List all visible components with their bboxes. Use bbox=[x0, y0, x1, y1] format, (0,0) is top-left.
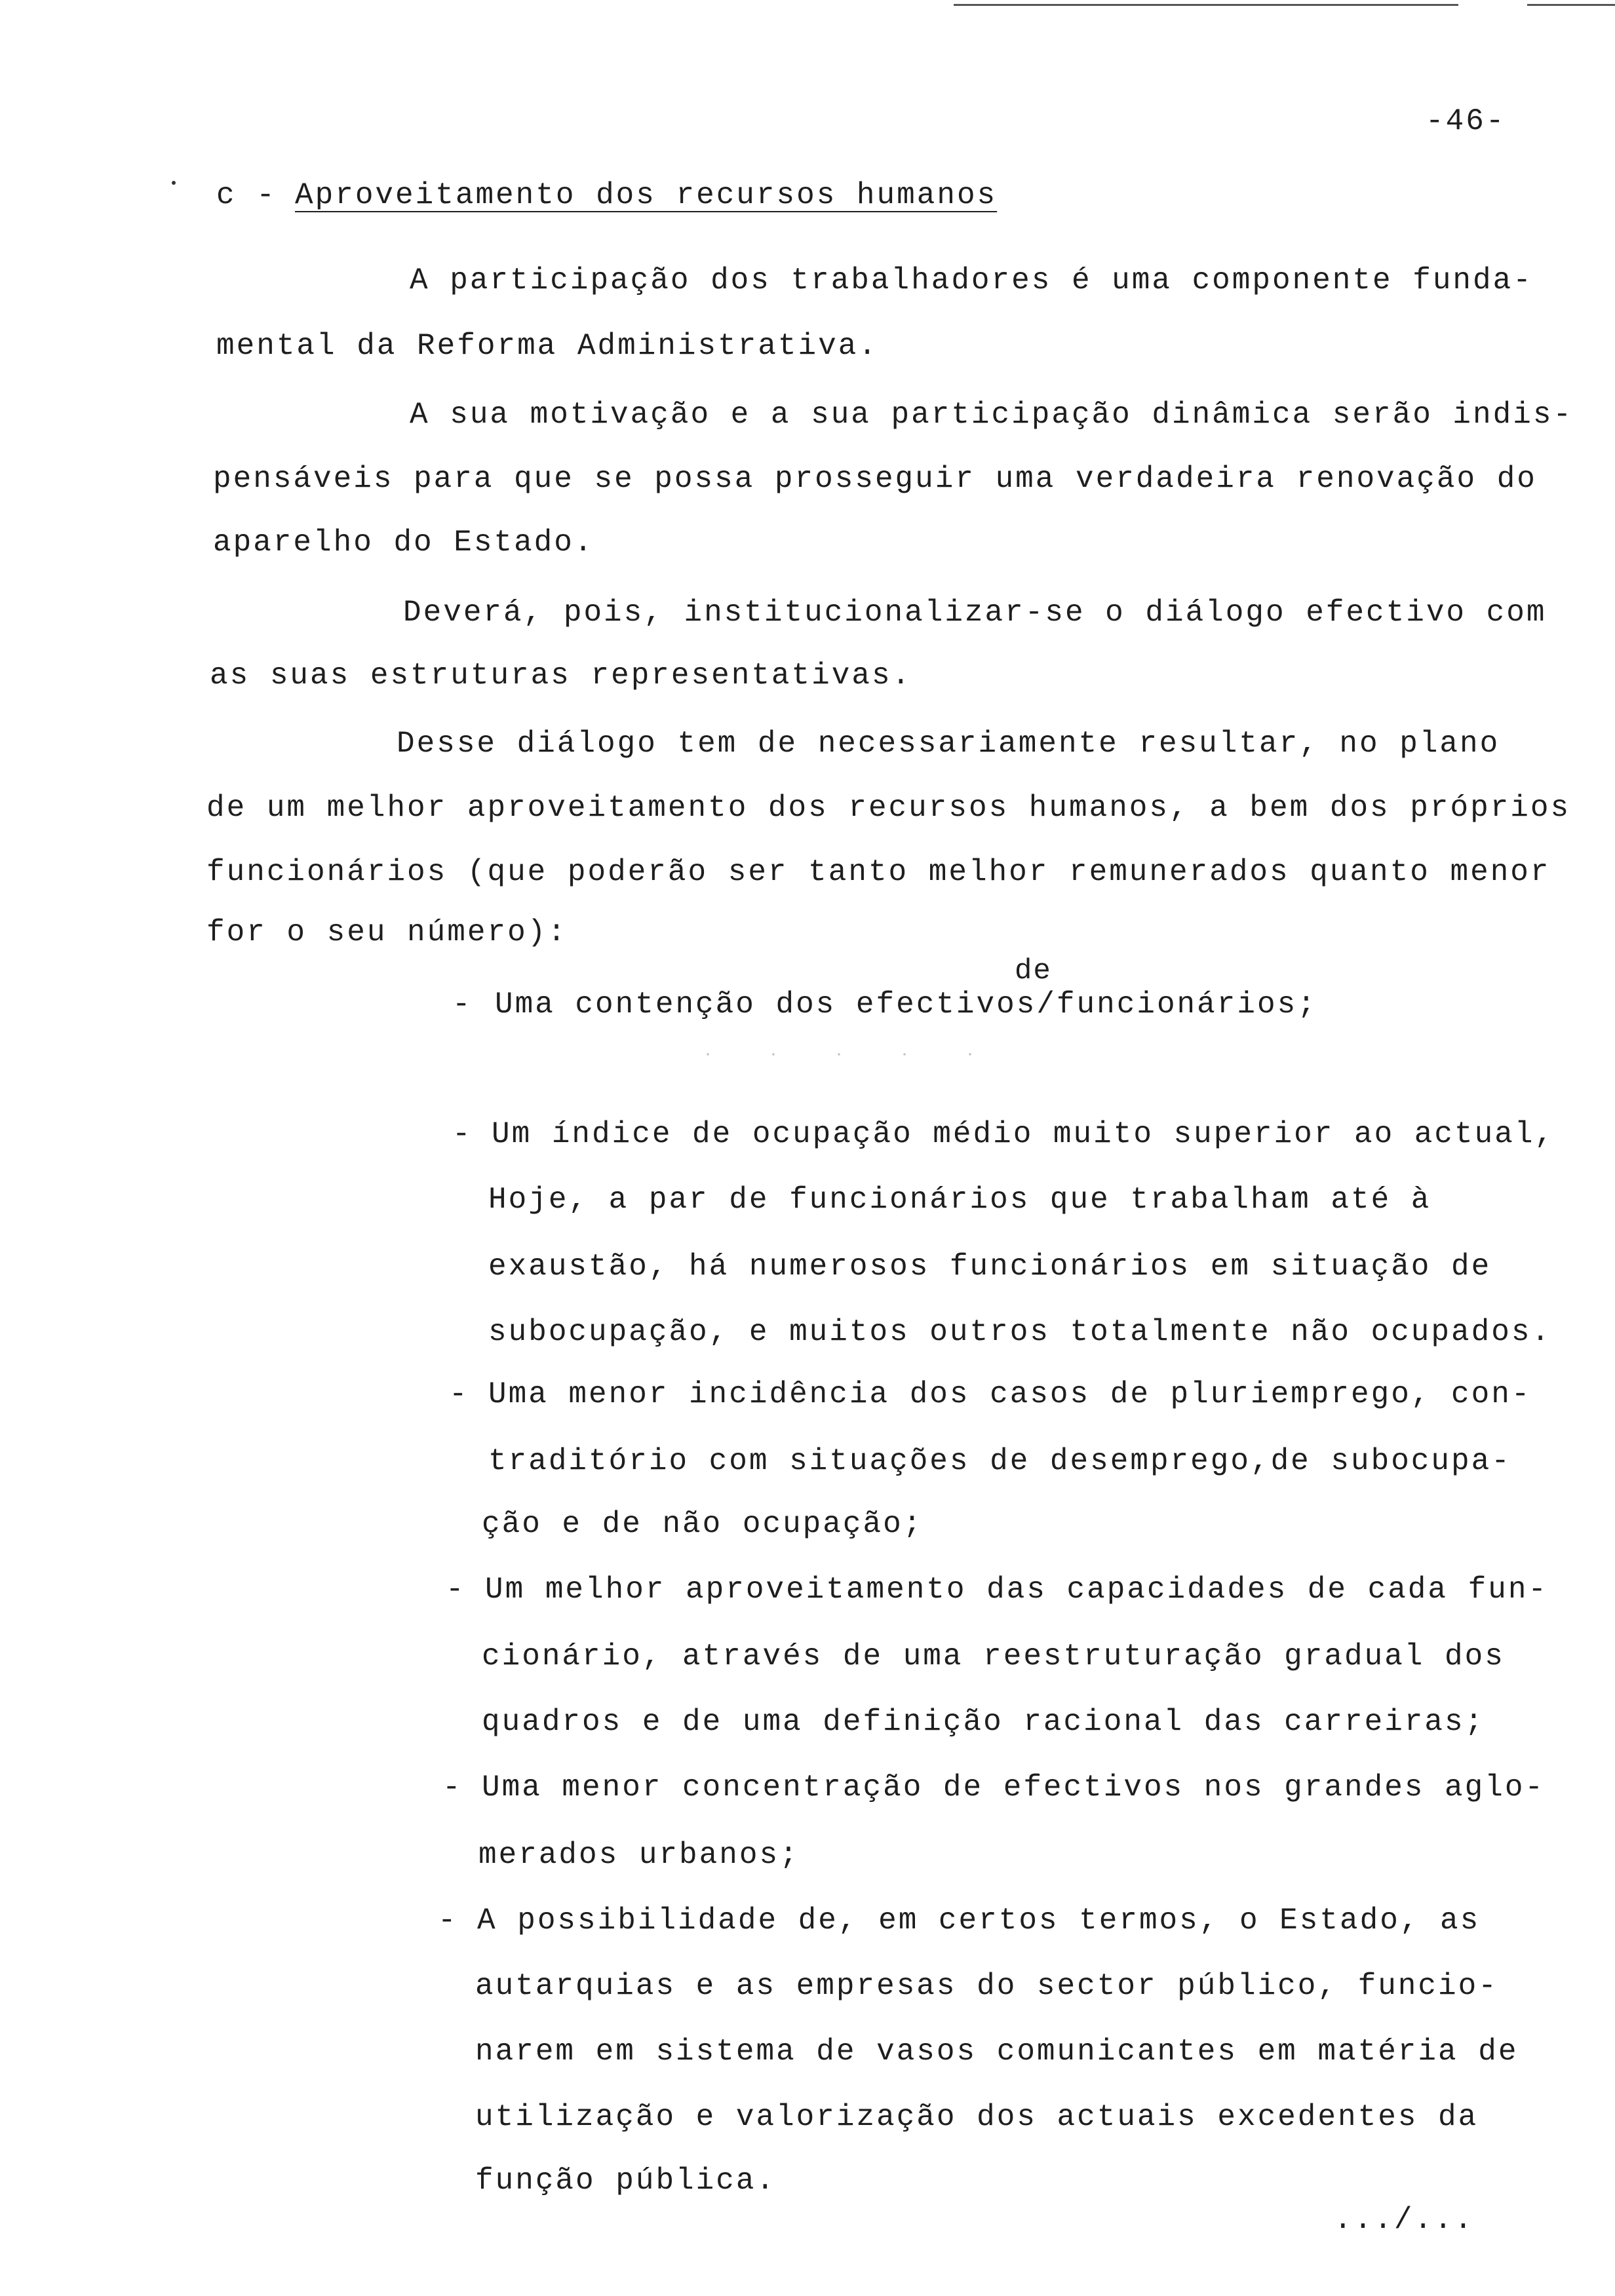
paragraph-4-line-4: for o seu número): bbox=[206, 915, 568, 949]
section-label: c - bbox=[216, 178, 277, 212]
list-dash-6: - bbox=[438, 1904, 458, 1938]
scan-top-rule bbox=[954, 4, 1458, 6]
paragraph-4-line-1: Desse diálogo tem de necessariamente resultar, no plano bbox=[397, 727, 1500, 761]
paragraph-4-line-3: funcionários (que poderão ser tanto melhor remunerados quanto menor bbox=[206, 855, 1551, 889]
list-item-2-line-3: exaustão, há numerosos funcionários em situação de bbox=[488, 1250, 1492, 1284]
list-item-4-line-2: cionário, através de uma reestruturação gradual dos bbox=[482, 1639, 1505, 1674]
paragraph-1-line-1: A participação dos trabalhadores é uma componente funda- bbox=[410, 263, 1533, 297]
list-dash-4: - bbox=[446, 1573, 466, 1607]
list-item-3-line-2: traditório com situações de desemprego,de subocupa- bbox=[488, 1444, 1511, 1478]
list-dash-2: - bbox=[452, 1117, 473, 1151]
list-item-3-line-3: ção e de não ocupação; bbox=[482, 1507, 924, 1541]
inserted-word: de bbox=[1015, 955, 1052, 987]
paragraph-2-line-1: A sua motivação e a sua participação dinâmica serão indis- bbox=[410, 398, 1574, 432]
list-item-6-line-5: função pública. bbox=[475, 2164, 777, 2198]
list-dash-5: - bbox=[442, 1770, 463, 1805]
section-title: Aproveitamento dos recursos humanos bbox=[295, 178, 998, 212]
paragraph-3-line-1: Deverá, pois, institucionalizar-se o diálogo efectivo com bbox=[403, 596, 1547, 630]
list-item-3-line-1: Uma menor incidência dos casos de pluriemprego, con- bbox=[488, 1377, 1532, 1411]
continuation-mark: .../... bbox=[1334, 2203, 1475, 2237]
list-item-2-line-1: Um índice de ocupação médio muito superior ao actual, bbox=[492, 1117, 1555, 1151]
list-item-5-line-1: Uma menor concentração de efectivos nos grandes aglo- bbox=[482, 1770, 1546, 1805]
paragraph-2-line-3: aparelho do Estado. bbox=[213, 526, 594, 560]
list-item-4-line-1: Um melhor aproveitamento das capacidades de cada fun- bbox=[485, 1573, 1549, 1607]
page-number: -46- bbox=[1426, 104, 1506, 138]
list-item-2-line-2: Hoje, a par de funcionários que trabalham até à bbox=[488, 1183, 1431, 1217]
list-item-4-line-3: quadros e de uma definição racional das carreiras; bbox=[482, 1705, 1485, 1739]
list-item-6-line-3: narem em sistema de vasos comunicantes em matéria de bbox=[475, 2035, 1519, 2069]
paragraph-3-line-2: as suas estruturas representativas. bbox=[210, 659, 912, 693]
list-dash-3: - bbox=[449, 1377, 469, 1411]
margin-mark bbox=[172, 181, 176, 185]
list-item-6-line-4: utilização e valorização dos actuais excedentes da bbox=[475, 2100, 1479, 2134]
list-item-1-line-1: Uma contenção dos efectivos/funcionários; bbox=[495, 987, 1317, 1022]
list-item-6-line-1: A possibilidade de, em certos termos, o Estado, as bbox=[477, 1904, 1481, 1938]
paragraph-2-line-2: pensáveis para que se possa prosseguir uma verdadeira renovação do bbox=[213, 462, 1537, 496]
scan-top-rule-short bbox=[1527, 4, 1615, 6]
list-item-2-line-4: subocupação, e muitos outros totalmente não ocupados. bbox=[488, 1315, 1552, 1349]
list-item-5-line-2: merados urbanos; bbox=[478, 1838, 800, 1872]
list-dash-1: - bbox=[452, 987, 473, 1022]
paragraph-1-line-2: mental da Reforma Administrativa. bbox=[216, 329, 878, 363]
paragraph-4-line-2: de um melhor aproveitamento dos recursos humanos, a bem dos próprios bbox=[206, 791, 1571, 825]
scan-specks bbox=[675, 1052, 1003, 1057]
list-item-6-line-2: autarquias e as empresas do sector público, funcio- bbox=[475, 1969, 1498, 2003]
